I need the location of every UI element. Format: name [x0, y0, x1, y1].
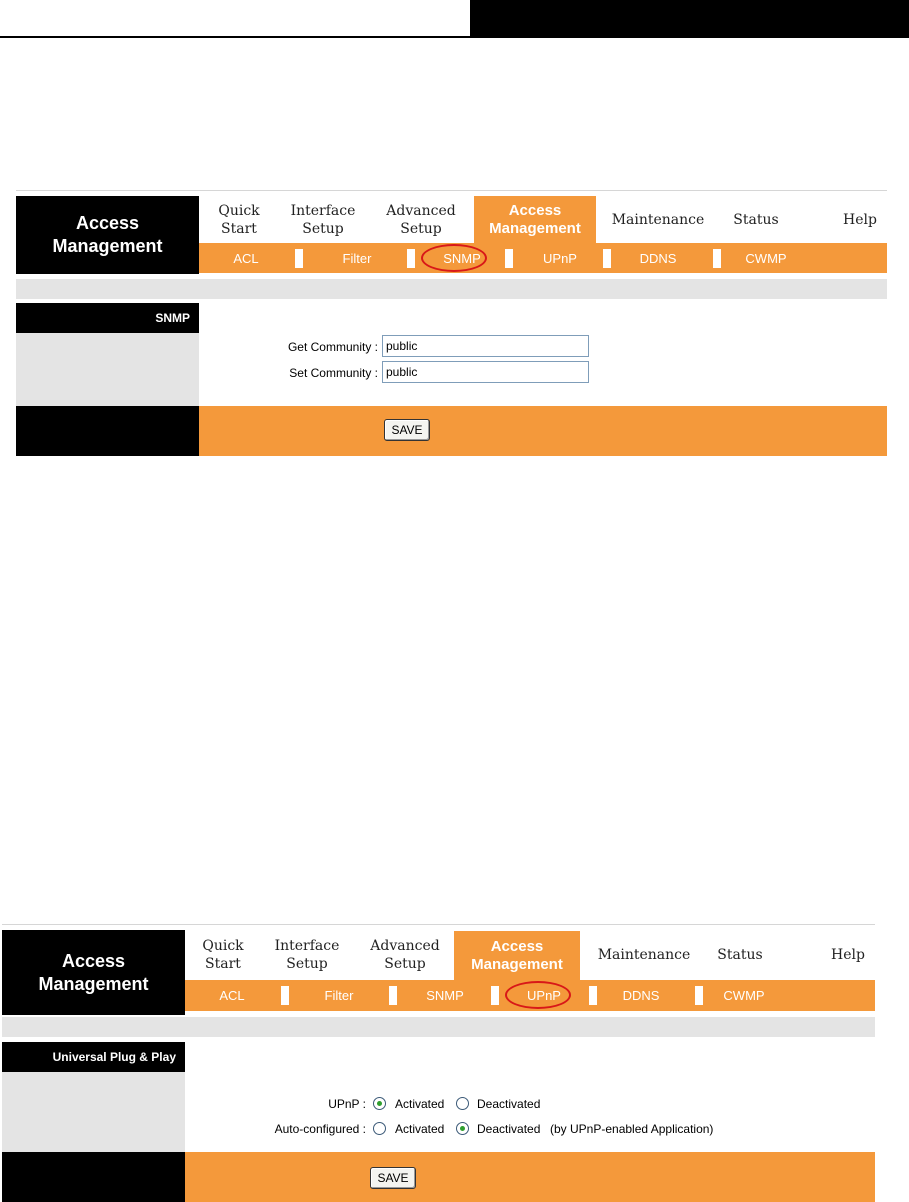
section-title-upnp: Universal Plug & Play: [2, 1042, 185, 1072]
auto-deactivated-radio[interactable]: [456, 1122, 469, 1135]
upnp-highlight-circle: [505, 981, 571, 1009]
auto-configured-label: Auto-configured :: [274, 1122, 366, 1136]
tab-advanced-setup[interactable]: Advanced Setup: [386, 203, 456, 237]
tab-interface-setup[interactable]: Interface Setup: [274, 938, 340, 972]
subnav-separator: [281, 986, 289, 1005]
footer-left: [2, 1152, 185, 1202]
save-button[interactable]: SAVE: [370, 1167, 416, 1189]
access-management-logo: Access Management: [2, 930, 185, 1015]
subnav-upnp[interactable]: UPnP: [527, 988, 561, 1003]
subnav-acl[interactable]: ACL: [219, 988, 245, 1003]
tab-quick-start[interactable]: Quick Start: [202, 938, 244, 972]
upnp-deactivated-radio[interactable]: [456, 1097, 469, 1110]
spacer-bar: [2, 1017, 875, 1037]
header-rule: [0, 36, 470, 38]
upnp-activated-label: Activated: [395, 1097, 445, 1111]
sub-navigation: [185, 980, 875, 1011]
tab-status[interactable]: Status: [717, 947, 763, 963]
auto-deactivated-label: Deactivated: [477, 1122, 541, 1136]
auto-configured-note: (by UPnP-enabled Application): [550, 1122, 714, 1136]
get-community-input[interactable]: [382, 335, 589, 357]
subnav-separator: [295, 249, 303, 268]
sub-navigation: [199, 243, 887, 273]
subnav-filter[interactable]: Filter: [342, 250, 372, 266]
snmp-panel: [16, 190, 887, 456]
tab-help[interactable]: Help: [843, 212, 877, 228]
panel-top-rule: [2, 924, 875, 925]
tab-access-management[interactable]: Access Management: [474, 196, 596, 244]
set-community-input[interactable]: [382, 361, 589, 383]
save-button[interactable]: SAVE: [384, 419, 430, 441]
subnav-separator: [713, 249, 721, 268]
get-community-label: Get Community :: [287, 340, 378, 354]
footer-bar: [185, 1152, 875, 1202]
subnav-separator: [491, 986, 499, 1005]
panel-top-rule: [16, 190, 887, 191]
subnav-snmp[interactable]: SNMP: [443, 250, 481, 266]
set-community-label: Set Community :: [289, 366, 378, 380]
subnav-ddns[interactable]: DDNS: [639, 250, 677, 266]
subnav-separator: [389, 986, 397, 1005]
auto-activated-label: Activated: [395, 1122, 445, 1136]
subnav-upnp[interactable]: UPnP: [543, 250, 577, 266]
section-left-column: [2, 1072, 185, 1152]
subnav-separator: [407, 249, 415, 268]
tab-maintenance[interactable]: Maintenance: [597, 947, 691, 963]
subnav-ddns[interactable]: DDNS: [622, 988, 660, 1003]
tab-maintenance[interactable]: Maintenance: [611, 212, 705, 228]
subnav-cwmp[interactable]: CWMP: [723, 988, 765, 1003]
footer-bar: [199, 406, 887, 456]
access-management-logo: Access Management: [16, 196, 199, 274]
radio-selected-dot: [377, 1101, 382, 1106]
subnav-acl[interactable]: ACL: [233, 250, 259, 266]
auto-activated-radio[interactable]: [373, 1122, 386, 1135]
spacer-bar: [16, 279, 887, 299]
subnav-separator: [505, 249, 513, 268]
tab-quick-start[interactable]: Quick Start: [218, 203, 260, 237]
tab-status[interactable]: Status: [733, 212, 779, 228]
section-title-snmp: SNMP: [16, 303, 199, 333]
tab-interface-setup[interactable]: Interface Setup: [290, 203, 356, 237]
upnp-deactivated-label: Deactivated: [477, 1097, 541, 1111]
radio-selected-dot: [460, 1126, 465, 1131]
snmp-highlight-circle: [421, 244, 487, 272]
upnp-panel: [2, 924, 875, 1202]
tab-help[interactable]: Help: [831, 947, 865, 963]
upnp-label: UPnP :: [328, 1097, 366, 1111]
upnp-activated-radio[interactable]: [373, 1097, 386, 1110]
footer-left: [16, 406, 199, 456]
tab-advanced-setup[interactable]: Advanced Setup: [370, 938, 440, 972]
subnav-filter[interactable]: Filter: [324, 988, 354, 1003]
subnav-separator: [603, 249, 611, 268]
tab-access-management[interactable]: Access Management: [454, 931, 580, 981]
subnav-cwmp[interactable]: CWMP: [745, 250, 787, 266]
subnav-snmp[interactable]: SNMP: [426, 988, 464, 1003]
header-bar: [470, 0, 909, 38]
section-left-column: [16, 333, 199, 406]
